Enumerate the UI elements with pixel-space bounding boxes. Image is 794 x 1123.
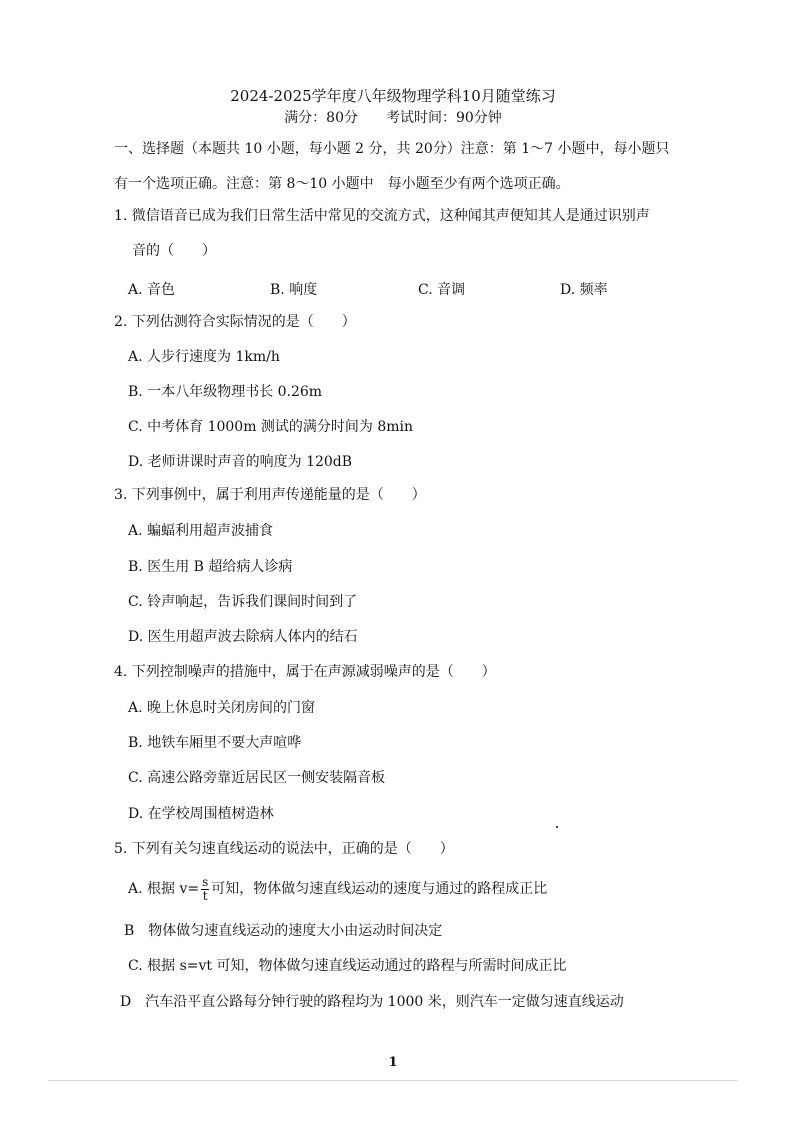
question-5-stem: 5. 下列有关匀速直线运动的说法中，正确的是（ ）	[114, 841, 454, 857]
question-3-option-d: D. 医生用超声波去除病人体内的结石	[128, 629, 358, 645]
section-instructions-line1: 一、选择题（本题共 10 小题，每小题 2 分，共 20分）注意：第 1～7 小题中，每小题只	[114, 141, 670, 157]
section-instructions-line2: 有一个选项正确。注意：第 8～10 小题中 每小题至少有两个选项正确。	[114, 176, 570, 192]
exam-info: 满分：80分 考试时间：90分钟	[284, 110, 502, 126]
question-4-option-a: A. 晚上休息时关闭房间的门窗	[128, 700, 316, 716]
question-4-option-d: D. 在学校周围植树造林	[128, 806, 274, 822]
question-3-stem: 3. 下列事例中，属于利用声传递能量的是（ ）	[114, 487, 426, 503]
page-number: 1	[388, 1055, 398, 1070]
question-1-options	[128, 279, 648, 297]
question-1-option-a: A. 音色	[128, 282, 176, 298]
question-1-option-c: C. 音调	[418, 282, 466, 298]
question-5-option-c: C. 根据 s=vt 可知，物体做匀速直线运动通过的路程与所需时间成正比	[128, 958, 567, 974]
question-4-stem: 4. 下列控制噪声的措施中，属于在声源减弱噪声的是（ ）	[114, 664, 496, 680]
question-4-option-b: B. 地铁车厢里不要大声喧哗	[128, 735, 302, 751]
page-title: 2024-2025学年度八年级物理学科10月随堂练习	[230, 87, 556, 105]
fraction-denominator: t	[202, 888, 208, 903]
question-1-stem-cont: 音的（ ）	[132, 243, 216, 259]
question-4-option-c: C. 高速公路旁靠近居民区一侧安装隔音板	[128, 770, 386, 786]
question-5-option-a-suffix: 可知，物体做匀速直线运动的速度与通过的路程成正比	[211, 881, 548, 897]
question-5-option-b: B 物体做匀速直线运动的速度大小由运动时间决定	[124, 923, 443, 939]
exam-page	[48, 56, 738, 1081]
question-2-option-d: D. 老师讲课时声音的响度为 120dB	[128, 454, 353, 470]
question-5-option-d: D 汽车沿平直公路每分钟行驶的路程均为 1000 米，则汽车一定做匀速直线运动	[120, 994, 624, 1010]
question-1-option-d: D. 频率	[560, 282, 608, 298]
velocity-fraction	[201, 876, 209, 903]
question-3-option-b: B. 医生用 B 超给病人诊病	[128, 559, 293, 575]
fraction-numerator: s	[202, 874, 209, 889]
question-2-option-a: A. 人步行速度为 1km/h	[128, 349, 280, 365]
stray-dot	[556, 826, 558, 828]
question-5-option-a-prefix: A. 根据 v=	[128, 881, 200, 897]
question-1-option-b: B. 响度	[270, 282, 318, 298]
question-2-option-b: B. 一本八年级物理书长 0.26m	[128, 384, 323, 400]
question-2-option-c: C. 中考体育 1000m 测试的满分时间为 8min	[128, 419, 414, 435]
question-1-stem: 1. 微信语音已成为我们日常生活中常见的交流方式，这种闻其声便知其人是通过识别声	[114, 208, 650, 224]
question-3-option-c: C. 铃声响起，告诉我们课间时间到了	[128, 594, 358, 610]
question-2-stem: 2. 下列估测符合实际情况的是（ ）	[114, 314, 356, 330]
question-5-option-a	[128, 874, 547, 904]
question-3-option-a: A. 蝙蝠利用超声波捕食	[128, 523, 274, 539]
